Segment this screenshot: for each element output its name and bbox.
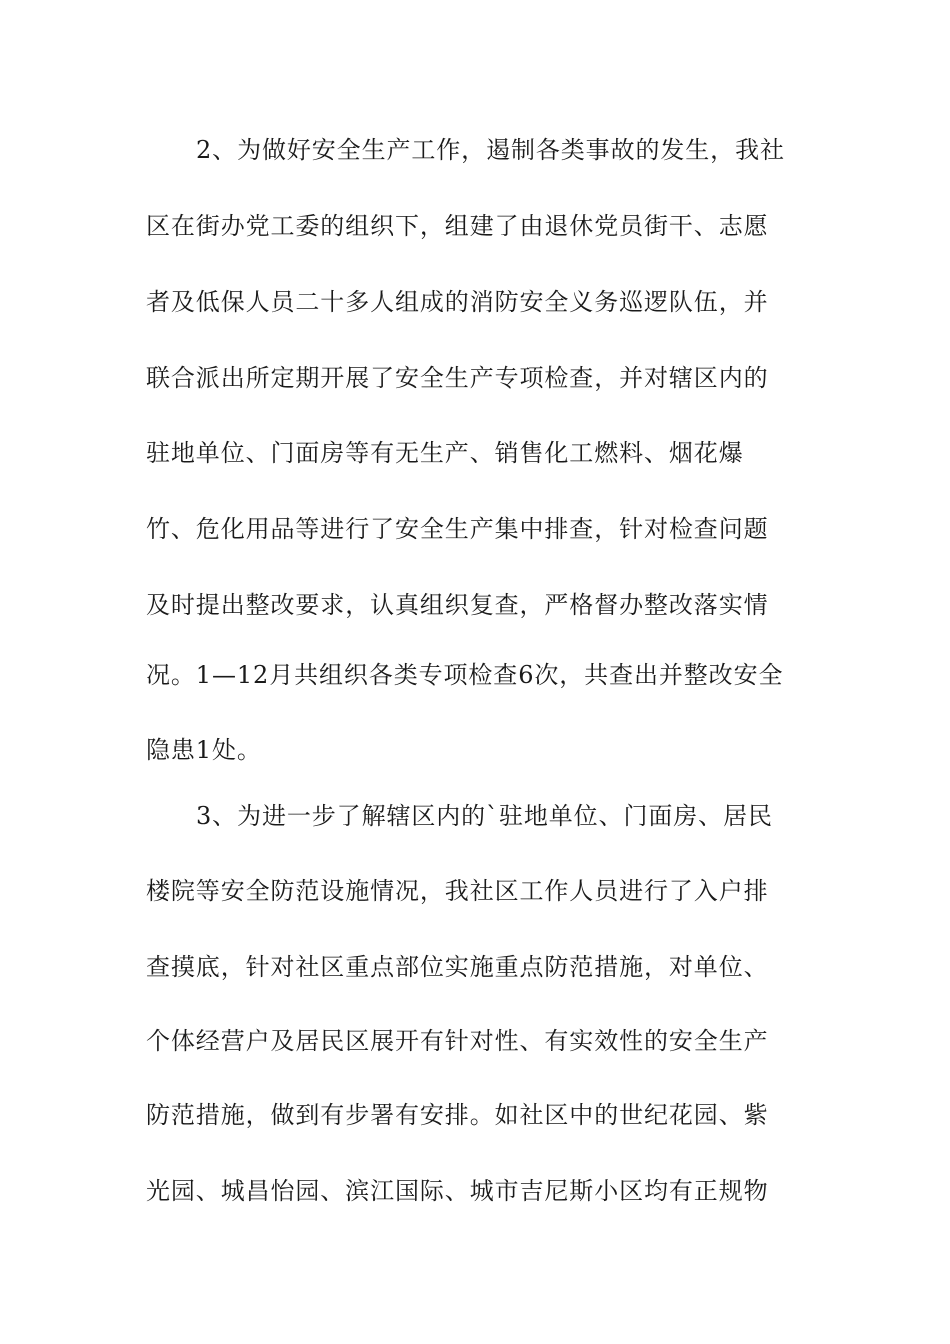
paragraph-2-line-7: 及时提出整改要求，认真组织复查，严格督办整改落实情 [146,591,769,619]
paragraph-3-line-1: 3、为进一步了解辖区内的`驻地单位、门面房、居民 [196,802,773,830]
paragraph-2-line-3: 者及低保人员二十多人组成的消防安全义务巡逻队伍，并 [146,288,769,316]
paragraph-2-line-4: 联合派出所定期开展了安全生产专项检查，并对辖区内的 [146,364,769,392]
paragraph-2-line-1: 2、为做好安全生产工作，遏制各类事故的发生，我社 [196,136,785,164]
paragraph-2-line-6: 竹、危化用品等进行了安全生产集中排查，针对检查问题 [146,515,769,543]
paragraph-2-line-9: 隐患1处。 [146,736,262,764]
paragraph-3-line-4: 个体经营户及居民区展开有针对性、有实效性的安全生产 [146,1027,769,1055]
paragraph-3-line-2: 楼院等安全防范设施情况，我社区工作人员进行了入户排 [146,877,769,905]
paragraph-3-line-6: 光园、城昌怡园、滨江国际、城市吉尼斯小区均有正规物 [146,1177,769,1205]
paragraph-2-line-8: 况。1—12月共组织各类专项检查6次，共查出并整改安全 [146,661,784,689]
paragraph-3-line-5: 防范措施，做到有步署有安排。如社区中的世纪花园、紫 [146,1101,769,1129]
paragraph-3-line-3: 查摸底，针对社区重点部位实施重点防范措施，对单位、 [146,953,769,981]
paragraph-2-line-5: 驻地单位、门面房等有无生产、销售化工燃料、烟花爆 [146,439,744,467]
paragraph-2-line-2: 区在街办党工委的组织下，组建了由退休党员街干、志愿 [146,212,769,240]
